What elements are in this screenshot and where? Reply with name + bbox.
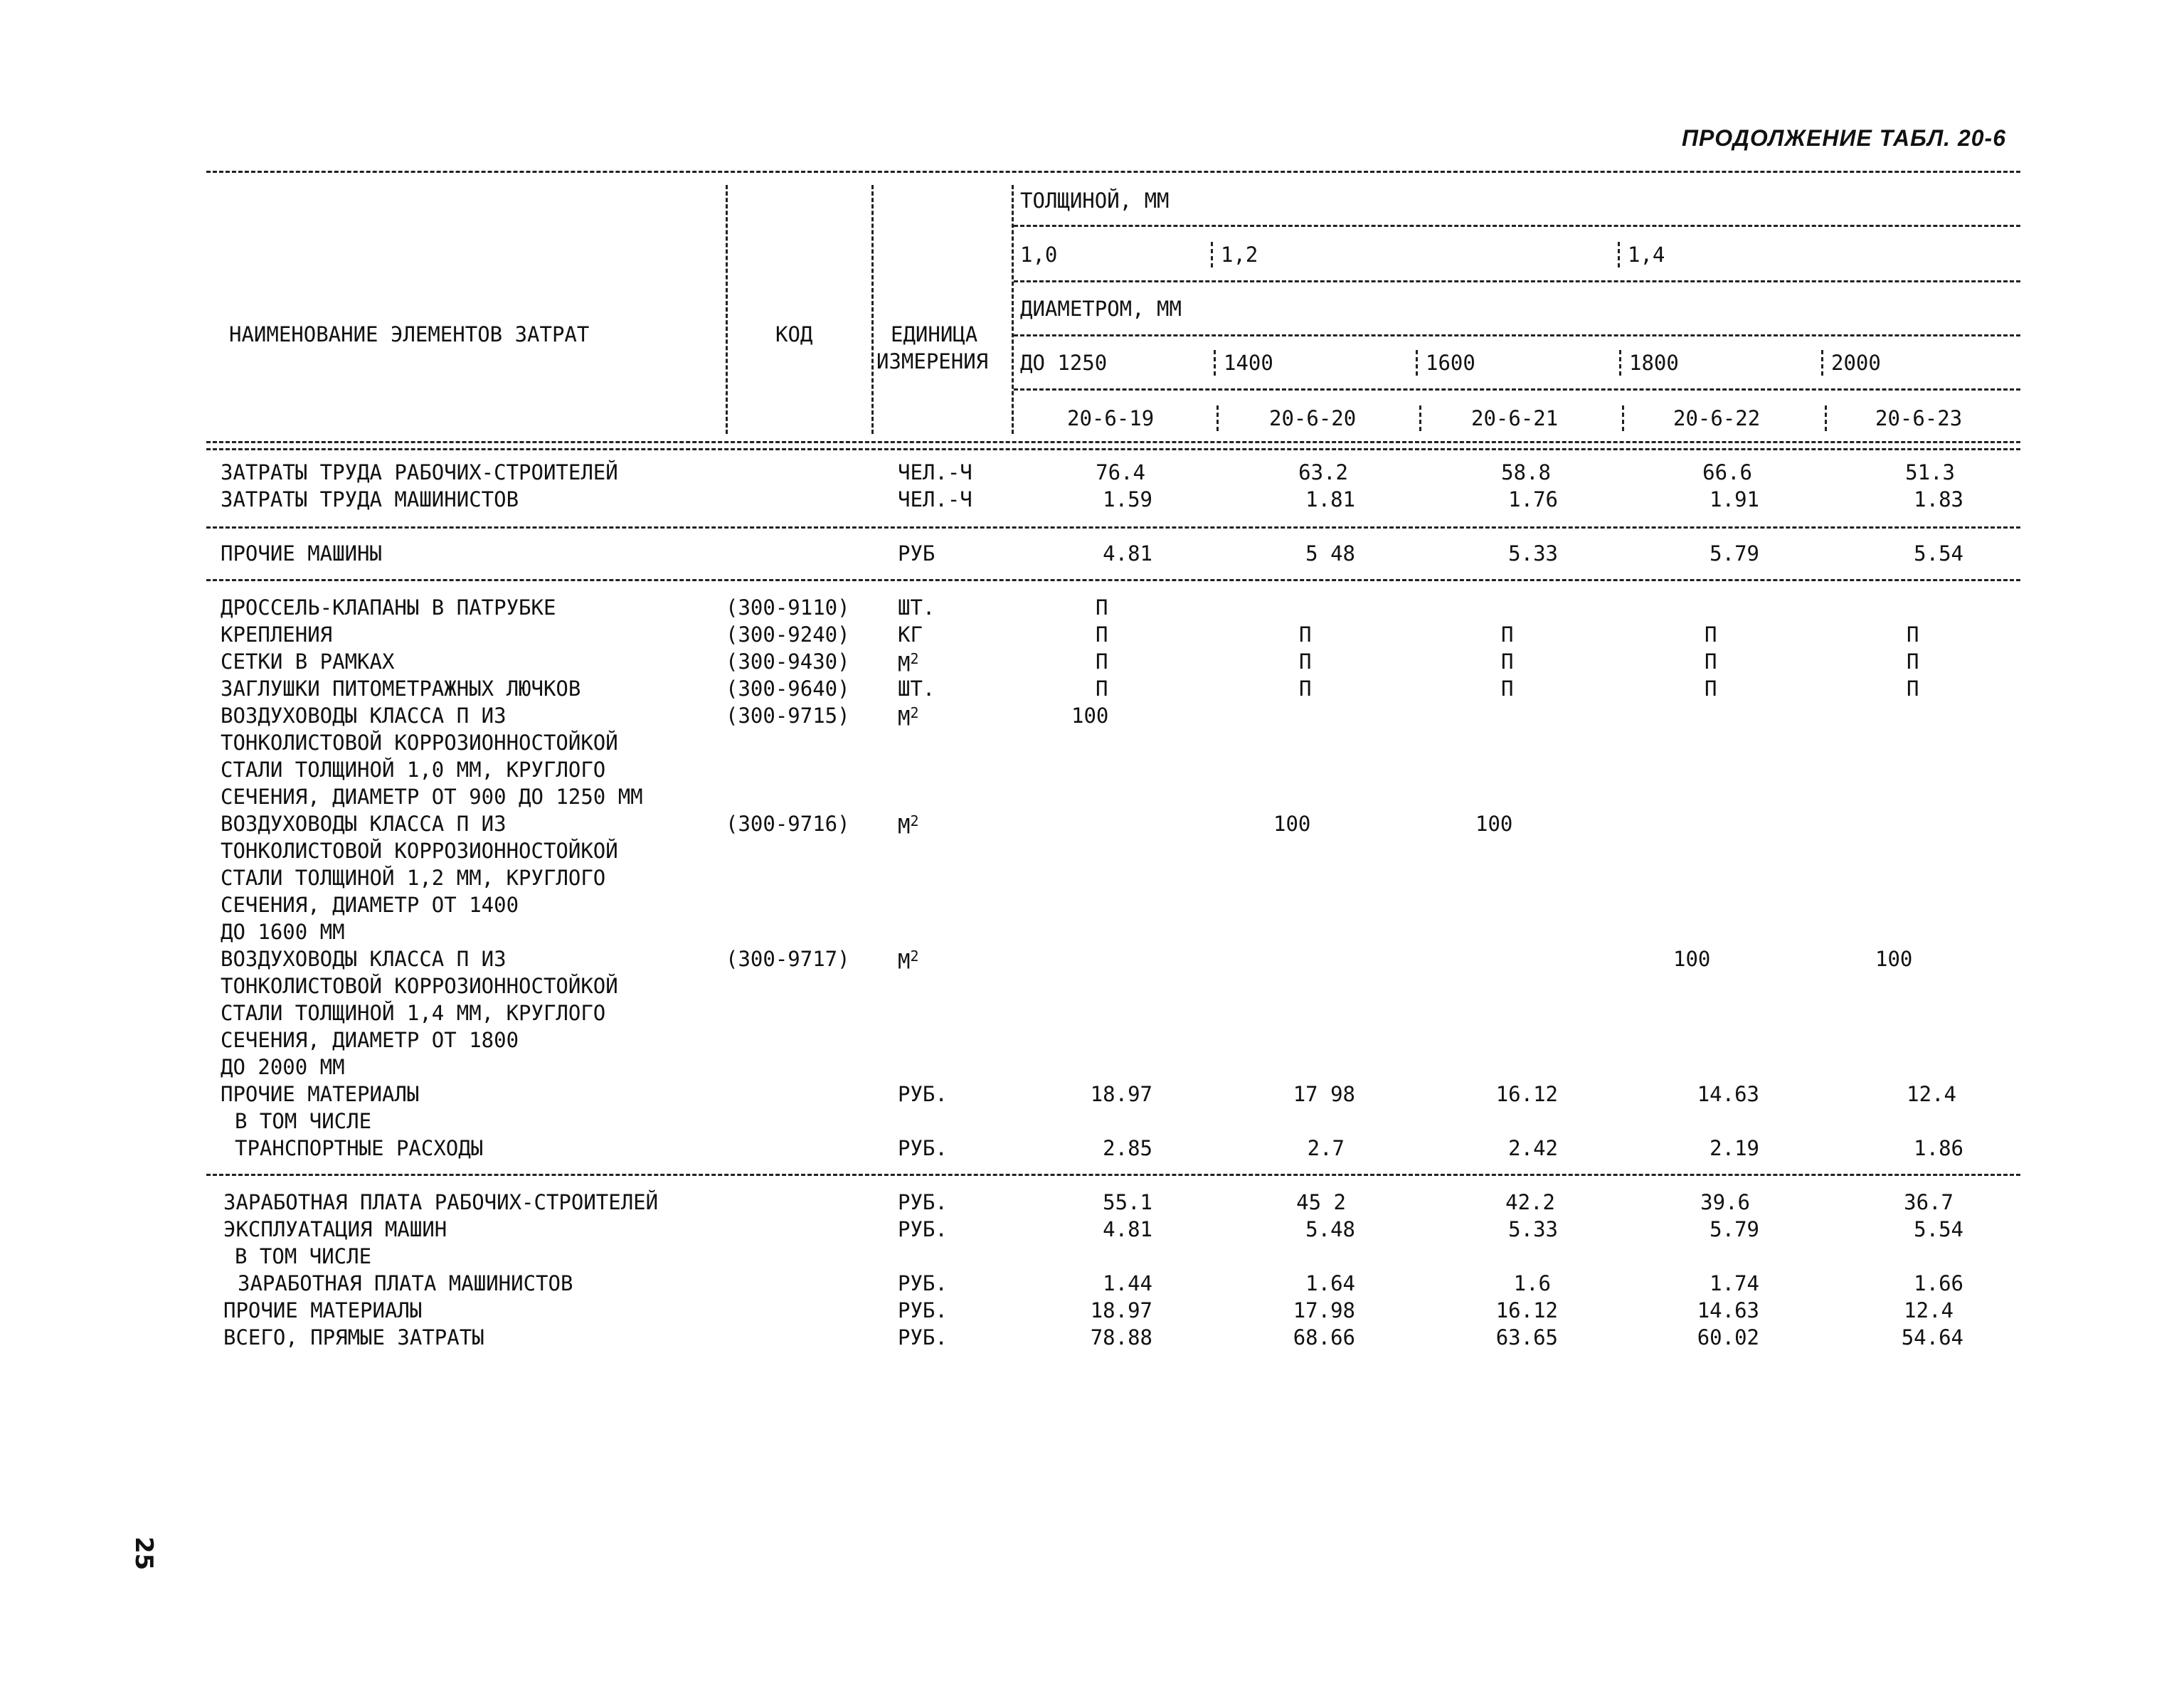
cell: П [1907, 649, 1919, 674]
cell: П [1096, 677, 1108, 701]
cell: П [1705, 622, 1717, 647]
cell: 78.88 [1090, 1325, 1152, 1349]
cell: П [1705, 677, 1717, 701]
vline-diam-3 [1416, 350, 1418, 376]
row-code: (300-9715) [726, 704, 850, 728]
cell: 1.6 [1513, 1271, 1551, 1295]
row-name: ЗАРАБОТНАЯ ПЛАТА РАБОЧИХ-СТРОИТЕЛЕЙ [223, 1190, 659, 1214]
unit-sup: 2 [910, 650, 919, 667]
cell: 45 2 [1296, 1190, 1346, 1214]
header-diam-5: 2000 [1831, 351, 1881, 375]
rule-header-4 [1014, 388, 2020, 391]
rule-header-2 [1014, 280, 2020, 282]
row-code: (300-9240) [726, 622, 850, 647]
cell: 18.97 [1090, 1298, 1152, 1322]
cell: 5.33 [1508, 541, 1558, 566]
rule-section-1 [206, 526, 2020, 529]
unit-sup: 2 [910, 704, 919, 721]
cell: 100 [1673, 947, 1711, 971]
vline-code [726, 185, 728, 434]
header-unit-1: ЕДИНИЦА [891, 322, 978, 346]
cell: 100 [1071, 704, 1109, 728]
row-unit [898, 652, 919, 675]
cell: 5.33 [1508, 1217, 1558, 1241]
cell: 5.54 [1914, 1217, 1963, 1241]
cell: 1.83 [1914, 487, 1963, 511]
cell: П [1907, 622, 1919, 647]
cell: 51.3 [1905, 460, 1955, 484]
cell: 12.4 [1907, 1082, 1956, 1106]
row-unit [898, 949, 919, 972]
row-name: ЗАРАБОТНАЯ ПЛАТА МАШИНИСТОВ [238, 1271, 573, 1295]
row-name-line: СЕЧЕНИЯ, ДИАМЕТР ОТ 1800 [221, 1028, 519, 1052]
vline-values [1012, 185, 1014, 434]
cell: 2.19 [1709, 1136, 1759, 1160]
vline-diam-4 [1619, 350, 1621, 376]
row-unit [898, 814, 919, 837]
cell: 63.65 [1495, 1325, 1558, 1349]
rule-header-3 [1014, 334, 2020, 336]
row-name-line: ДО 2000 ММ [221, 1055, 345, 1079]
header-name: НАИМЕНОВАНИЕ ЭЛЕМЕНТОВ ЗАТРАТ [229, 322, 590, 346]
cell: 1.59 [1103, 487, 1152, 511]
vline-thick-2 [1211, 242, 1213, 267]
row-name-line: ТОНКОЛИСТОВОЙ КОРРОЗИОННОСТОЙКОЙ [221, 839, 618, 863]
rule-top [206, 171, 2020, 173]
header-code-1: 20-6-19 [1067, 406, 1155, 430]
row-unit: ШТ. [898, 677, 935, 701]
header-diam-2: 1400 [1224, 351, 1273, 375]
row-unit: РУБ [898, 541, 935, 566]
cell: 63.2 [1298, 460, 1348, 484]
header-code-2: 20-6-20 [1269, 406, 1357, 430]
header-diam-3: 1600 [1426, 351, 1475, 375]
row-unit: РУБ. [898, 1217, 948, 1241]
cell: П [1299, 649, 1312, 674]
row-name-line: ТОНКОЛИСТОВОЙ КОРРОЗИОННОСТОЙКОЙ [221, 974, 618, 998]
row-name: В ТОМ ЧИСЛЕ [235, 1244, 372, 1268]
cell: 54.64 [1901, 1325, 1963, 1349]
cell: 17.98 [1293, 1298, 1355, 1322]
row-unit: РУБ. [898, 1136, 948, 1160]
row-name: ПРОЧИЕ МАТЕРИАЛЫ [223, 1298, 423, 1322]
vline-diam-2 [1214, 350, 1216, 376]
cell: 1.64 [1305, 1271, 1355, 1295]
row-name: ПРОЧИЕ МАТЕРИАЛЫ [221, 1082, 420, 1106]
header-code: КОД [775, 322, 813, 346]
row-unit: РУБ. [898, 1325, 948, 1349]
cell: 16.12 [1495, 1298, 1558, 1322]
row-code: (300-9110) [726, 595, 850, 620]
row-name: ДРОССЕЛЬ-КЛАПАНЫ В ПАТРУБКЕ [221, 595, 556, 620]
cell: 1.81 [1305, 487, 1355, 511]
row-name: ЭКСПЛУАТАЦИЯ МАШИН [223, 1217, 447, 1241]
cell: 68.66 [1293, 1325, 1355, 1349]
row-name: В ТОМ ЧИСЛЕ [235, 1109, 372, 1133]
cell: П [1501, 677, 1514, 701]
rule-section-3 [206, 1174, 2020, 1176]
cell: 39.6 [1700, 1190, 1750, 1214]
unit-text: М [898, 706, 911, 731]
unit-sup: 2 [910, 948, 919, 965]
row-unit: РУБ. [898, 1082, 948, 1106]
row-name-line: ВОЗДУХОВОДЫ КЛАССА П ИЗ [221, 704, 507, 728]
table-caption: ПРОДОЛЖЕНИЕ ТАБЛ. 20-6 [1681, 125, 2006, 151]
rule-section-2 [206, 579, 2020, 581]
cell: 76.4 [1096, 460, 1145, 484]
row-name-line: СТАЛИ ТОЛЩИНОЙ 1,0 ММ, КРУГЛОГО [221, 758, 606, 782]
vline-code-3 [1419, 405, 1421, 431]
cell: 100 [1475, 812, 1513, 836]
cell: 17 98 [1293, 1082, 1355, 1106]
row-name-line: ВОЗДУХОВОДЫ КЛАССА П ИЗ [221, 812, 507, 836]
cell: 66.6 [1702, 460, 1752, 484]
cell: 100 [1273, 812, 1311, 836]
row-name-line: СТАЛИ ТОЛЩИНОЙ 1,4 ММ, КРУГЛОГО [221, 1001, 606, 1025]
header-code-5: 20-6-23 [1875, 406, 1963, 430]
cell: 2.85 [1103, 1136, 1152, 1160]
cell: 4.81 [1103, 541, 1152, 566]
header-thickness-2: 1,2 [1221, 243, 1258, 267]
row-unit: ЧЕЛ.-Ч [898, 487, 972, 511]
cell: 5.79 [1709, 1217, 1759, 1241]
cell: 14.63 [1697, 1298, 1759, 1322]
row-unit: ЧЕЛ.-Ч [898, 460, 972, 484]
row-name: ТРАНСПОРТНЫЕ РАСХОДЫ [235, 1136, 484, 1160]
cell: 1.66 [1914, 1271, 1963, 1295]
vline-code-5 [1825, 405, 1827, 431]
header-thickness-3: 1,4 [1628, 243, 1665, 267]
row-name: ЗАТРАТЫ ТРУДА РАБОЧИХ-СТРОИТЕЛЕЙ [221, 460, 618, 484]
cell: 16.12 [1495, 1082, 1558, 1106]
header-thickness-1: 1,0 [1020, 243, 1058, 267]
rule-header-1 [1014, 225, 2020, 227]
row-code: (300-9640) [726, 677, 850, 701]
unit-text: М [898, 814, 911, 839]
vline-code-4 [1622, 405, 1624, 431]
cell: 5.54 [1914, 541, 1963, 566]
row-name-line: СТАЛИ ТОЛЩИНОЙ 1,2 ММ, КРУГЛОГО [221, 866, 606, 890]
vline-unit [871, 185, 874, 434]
cell: П [1907, 677, 1919, 701]
row-unit: КГ [898, 622, 923, 647]
row-name: ПРОЧИЕ МАШИНЫ [221, 541, 382, 566]
row-name-line: СЕЧЕНИЯ, ДИАМЕТР ОТ 900 ДО 1250 ММ [221, 785, 643, 809]
vline-diam-5 [1821, 350, 1823, 376]
row-name: ЗАТРАТЫ ТРУДА МАШИНИСТОВ [221, 487, 519, 511]
cell: П [1501, 622, 1514, 647]
header-unit-2: ИЗМЕРЕНИЯ [876, 349, 989, 373]
page-number: 25 [129, 1537, 158, 1571]
vline-thick-3 [1618, 242, 1620, 267]
cell: 36.7 [1904, 1190, 1954, 1214]
cell: 5.48 [1305, 1217, 1355, 1241]
cell: 1.76 [1508, 487, 1558, 511]
row-code: (300-9430) [726, 649, 850, 674]
cell: 60.02 [1697, 1325, 1759, 1349]
cell: П [1299, 677, 1312, 701]
cell: 1.44 [1103, 1271, 1152, 1295]
row-unit: РУБ. [898, 1190, 948, 1214]
cell: П [1705, 649, 1717, 674]
cell: 1.91 [1709, 487, 1759, 511]
header-diam-4: 1800 [1629, 351, 1679, 375]
rule-header-bottom-2 [206, 448, 2020, 450]
cell: 18.97 [1090, 1082, 1152, 1106]
row-code: (300-9717) [726, 947, 850, 971]
vline-code-2 [1216, 405, 1219, 431]
unit-sup: 2 [910, 812, 919, 829]
cell: 14.63 [1697, 1082, 1759, 1106]
header-diam-1: ДО 1250 [1020, 351, 1108, 375]
row-unit: ШТ. [898, 595, 935, 620]
row-name-line: ВОЗДУХОВОДЫ КЛАССА П ИЗ [221, 947, 507, 971]
cell: П [1096, 649, 1108, 674]
row-unit [898, 706, 919, 729]
row-unit: РУБ. [898, 1298, 948, 1322]
cell: П [1299, 622, 1312, 647]
row-name-line: СЕЧЕНИЯ, ДИАМЕТР ОТ 1400 [221, 893, 519, 917]
cell: П [1096, 595, 1108, 620]
rule-header-bottom [206, 441, 2020, 443]
cell: 5 48 [1305, 541, 1355, 566]
cell: 42.2 [1505, 1190, 1555, 1214]
cell: 55.1 [1103, 1190, 1152, 1214]
cell: 58.8 [1501, 460, 1551, 484]
row-code: (300-9716) [726, 812, 850, 836]
cell: 5.79 [1709, 541, 1759, 566]
header-code-4: 20-6-22 [1673, 406, 1761, 430]
row-name: СЕТКИ В РАМКАХ [221, 649, 395, 674]
row-name-line: ТОНКОЛИСТОВОЙ КОРРОЗИОННОСТОЙКОЙ [221, 731, 618, 755]
row-unit: РУБ. [898, 1271, 948, 1295]
cell: 100 [1875, 947, 1913, 971]
row-name: ЗАГЛУШКИ ПИТОМЕТРАЖНЫХ ЛЮЧКОВ [221, 677, 581, 701]
row-name-line: ДО 1600 ММ [221, 920, 345, 944]
cell: 4.81 [1103, 1217, 1152, 1241]
cell: 2.7 [1307, 1136, 1345, 1160]
row-name: ВСЕГО, ПРЯМЫЕ ЗАТРАТЫ [223, 1325, 484, 1349]
cell: 12.4 [1904, 1298, 1954, 1322]
unit-text: М [898, 652, 911, 677]
header-thickness: ТОЛЩИНОЙ, ММ [1020, 189, 1170, 213]
cell: П [1096, 622, 1108, 647]
cell: 1.74 [1709, 1271, 1759, 1295]
cell: П [1501, 649, 1514, 674]
header-diameter: ДИАМЕТРОМ, ММ [1020, 297, 1182, 321]
cell: 2.42 [1508, 1136, 1558, 1160]
row-name: КРЕПЛЕНИЯ [221, 622, 333, 647]
cell: 1.86 [1914, 1136, 1963, 1160]
unit-text: М [898, 949, 911, 974]
header-code-3: 20-6-21 [1471, 406, 1559, 430]
